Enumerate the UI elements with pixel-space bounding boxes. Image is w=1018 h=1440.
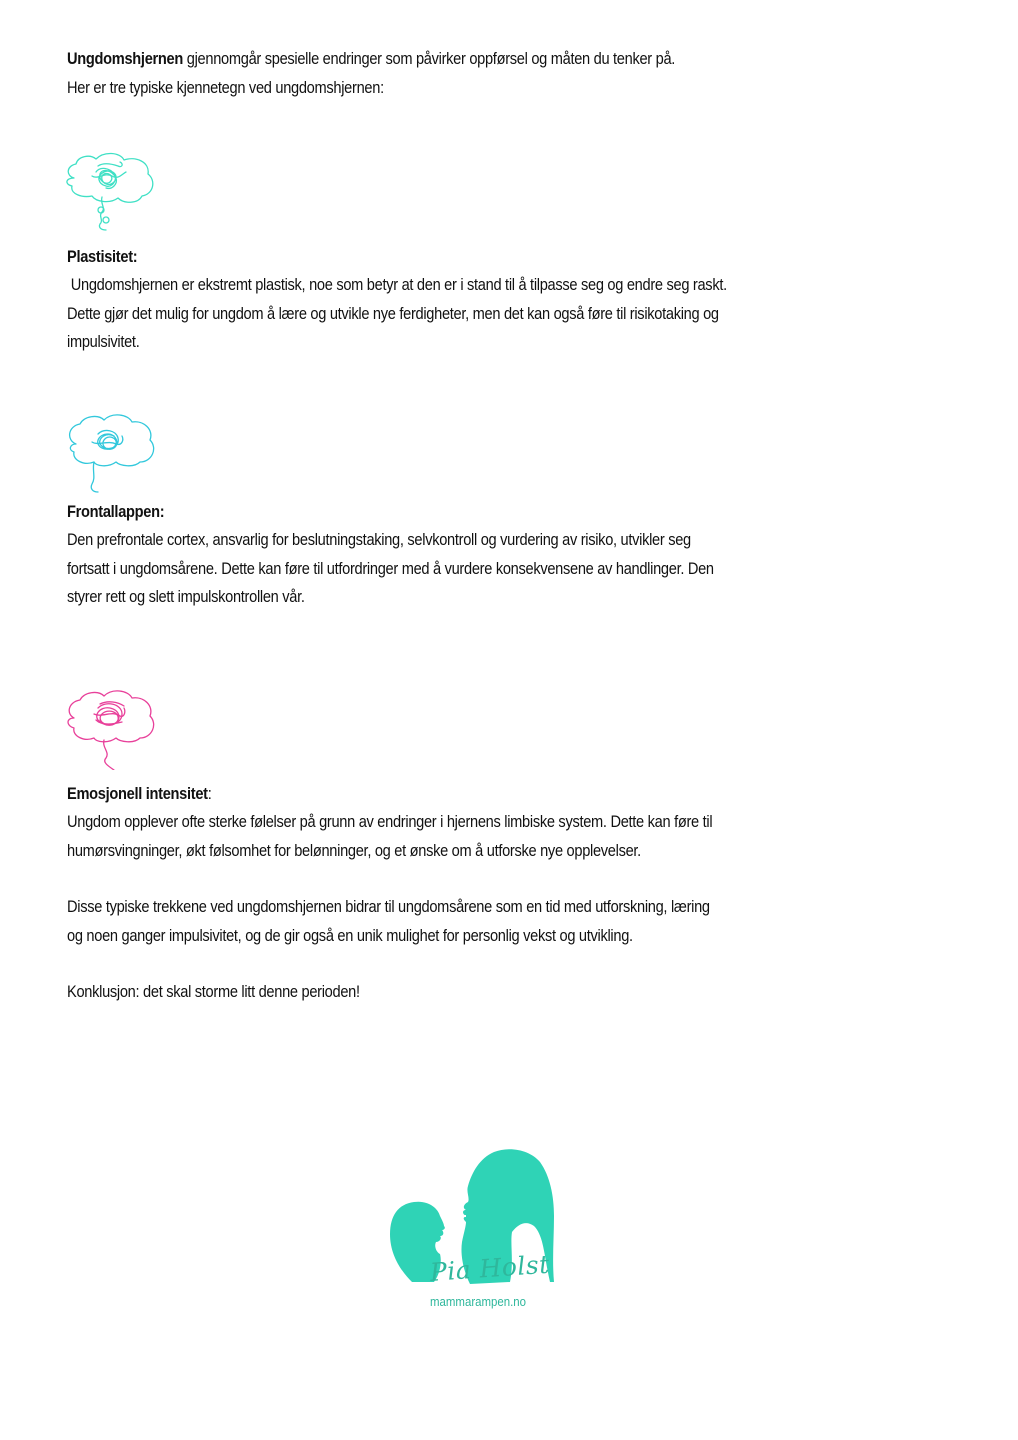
body-line: Den prefrontale cortex, ansvarlig for beslutningstaking, selvkontroll og vurdering av risiko, utvikler seg — [67, 530, 691, 549]
body-line: fortsatt i ungdomsårene. Dette kan føre til utfordringer med å vurdere konsekvensene av handlinger. Den — [67, 558, 714, 578]
section-title-emosjonell — [67, 780, 211, 808]
body-line: Ungdomshjernen er ekstremt plastisk, noe som betyr at den er i stand til å tilpasse seg og endre seg raskt. — [67, 275, 727, 294]
summary-line: og noen ganger impulsivitet, og de gir også en unik mulighet for personlig vekst og utvikling. — [67, 925, 633, 945]
section-title-text: Emosjonell intensitet — [67, 784, 208, 803]
section-body-emosjonell — [67, 808, 827, 865]
intro-line-1-rest: gjennomgår spesielle endringer som påvirker oppførsel og måten du tenker på. — [183, 49, 676, 68]
intro-paragraph — [67, 45, 827, 102]
section-body-frontallappen — [67, 526, 827, 612]
section-title-plastisitet: Plastisitet: — [67, 247, 138, 266]
body-line: humørsvingninger, økt følsomhet for belønninger, og et ønske om å utforske nye opplevelser. — [67, 840, 641, 860]
intro-bold-term: Ungdomshjernen — [67, 49, 184, 68]
intro-line-2: Her er tre typiske kjennetegn ved ungdomshjernen: — [67, 77, 384, 97]
section-title-frontallappen: Frontallappen: — [67, 502, 165, 521]
section-title-colon: : — [207, 784, 212, 803]
logo-url[interactable]: mammarampen.no — [430, 1294, 527, 1309]
body-line: impulsivitet. — [67, 332, 140, 351]
section-body-plastisitet — [67, 271, 827, 357]
brain-scribble-icon — [62, 688, 158, 770]
intro-line-1 — [67, 45, 827, 74]
summary-line: Disse typiske trekkene ved ungdomshjernen bidrar til ungdomsårene som en tid med utforskning, læring — [67, 897, 710, 916]
logo-signature: Pia Holst — [429, 1249, 551, 1287]
mother-child-silhouette-icon — [384, 1146, 560, 1314]
conclusion-text: Konklusjon: det skal storme litt denne perioden! — [67, 982, 360, 1001]
body-line: styrer rett og slett impulskontrollen vår. — [67, 587, 305, 606]
brain-scribble-icon — [62, 412, 158, 494]
body-line: Dette gjør det mulig for ungdom å lære og utvikle nye ferdigheter, men det kan også føre til risikotaking og — [67, 303, 719, 323]
body-line: Ungdom opplever ofte sterke følelser på grunn av endringer i hjernens limbiske system. Dette kan føre til — [67, 812, 713, 831]
brain-scribble-icon — [62, 150, 158, 232]
summary-paragraph — [67, 893, 827, 950]
